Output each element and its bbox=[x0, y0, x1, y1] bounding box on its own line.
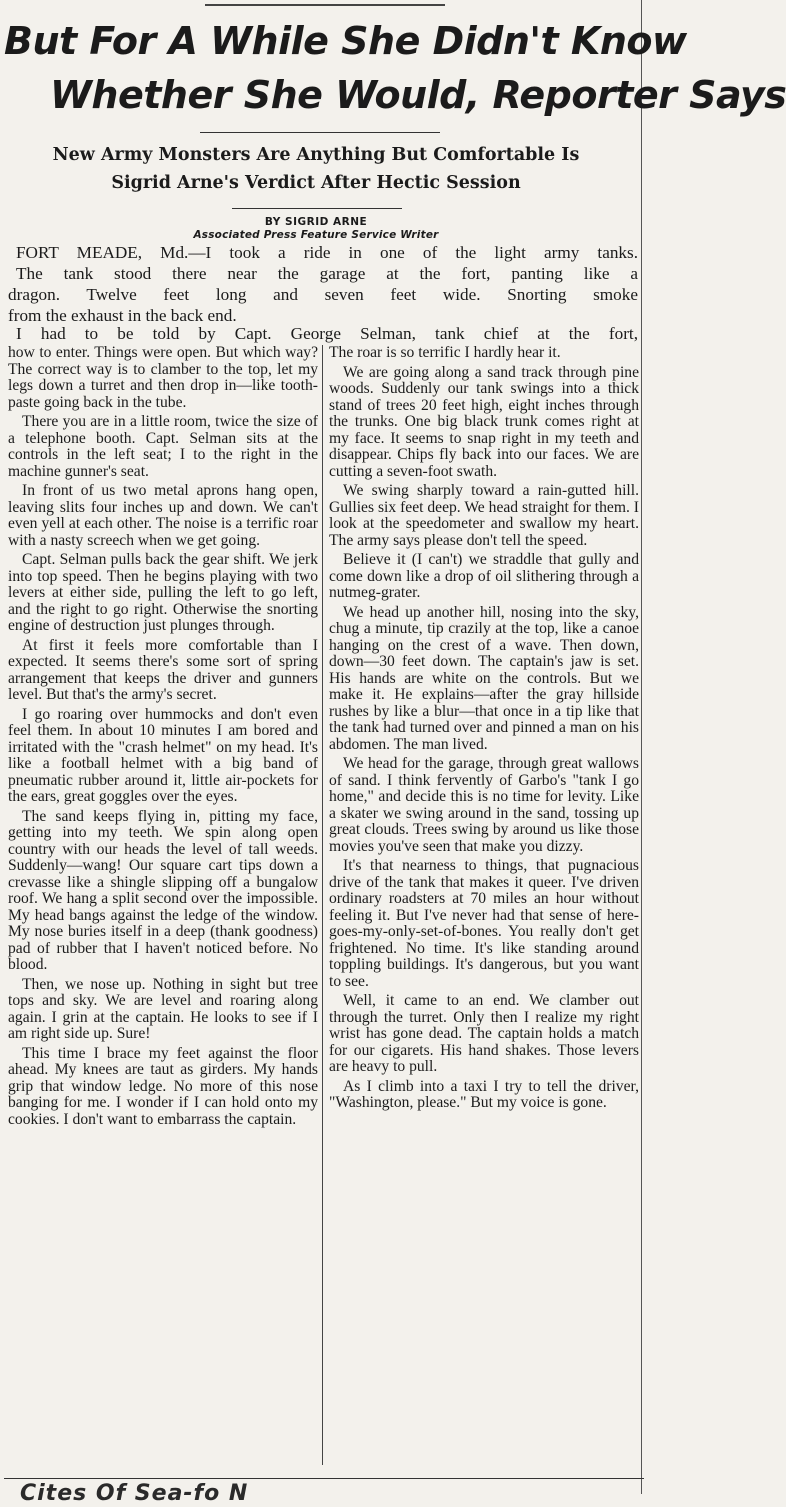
lead-paragraph-1: FORT MEADE, Md.—I took a ride in one of the light army tanks. bbox=[16, 243, 638, 262]
left-column bbox=[8, 345, 318, 1131]
left-paragraph: In front of us two metal aprons hang open, leaving slits four inches up and down. We can't even yell at each other. The noise is a terrific roar with a nasty screech when we get going. bbox=[8, 482, 318, 549]
subhead-line-2: Sigrid Arne's Verdict After Hectic Session bbox=[111, 173, 521, 193]
headline-divider bbox=[200, 132, 440, 133]
right-paragraph: Well, it came to an end. We clamber out through the turret. Only then I realize my right wrist has gone dead. The captain holds a match for our cigarets. His hand shakes. Those levers are heavy to pull. bbox=[329, 992, 639, 1075]
right-paragraph: We are going along a sand track through pine woods. Suddenly our tank swings into a thick stand of trees 20 feet high, eight inches through the trunks. One big black trunk comes right at my face. It seems to snap right in my teeth and disappear. Chips fly back into our faces. We are cutting a seven-foot swath. bbox=[329, 363, 639, 480]
left-paragraph: how to enter. Things were open. But which way? The correct way is to clamber to the top, let my legs down a turret and then drop in—like tooth-paste going back in the tube. bbox=[8, 344, 318, 411]
lead-paragraph-2-line-2: dragon. Twelve feet long and seven feet wide. Snorting smoke bbox=[8, 285, 638, 304]
byline-affiliation: Associated Press Feature Service Writer bbox=[193, 229, 439, 241]
column-rule-right bbox=[641, 0, 642, 1494]
left-paragraph: There you are in a little room, twice the size of a telephone booth. Capt. Selman sits at the controls in the left seat; I to the right in the machine gunner's seat. bbox=[8, 413, 318, 480]
lead-paragraph-2-line-3: from the exhaust in the back end. bbox=[8, 306, 237, 325]
headline-line-1: But For A While She Didn't Know bbox=[4, 19, 687, 63]
left-paragraph: This time I brace my feet against the floor ahead. My knees are taut as girders. My hands grip that window ledge. No more of this nose banging for me. I wonder if I can hold onto my cookies. I don't want to embarrass the captain. bbox=[8, 1044, 318, 1128]
right-paragraph: We head up another hill, nosing into the sky, chug a minute, tip crazily at the top, like a canoe hanging on the crest of a wave. Then down, down—30 feet down. The captain's jaw is set. His hands are white on the controls. But we make it. He explains—after the gray hillside rushes by like a blur—that once in a tip like that the tank had turned over and pinned a man on his abdomen. The man lived. bbox=[329, 603, 639, 753]
bottom-rule bbox=[4, 1478, 644, 1479]
right-paragraph: The roar is so terrific I hardly hear it. bbox=[329, 344, 561, 361]
lead-paragraph-2-line-1: The tank stood there near the garage at the fort, panting like a bbox=[16, 264, 638, 283]
right-paragraph: As I climb into a taxi I try to tell the driver, "Washington, please." But my voice is gone. bbox=[329, 1077, 639, 1111]
left-paragraph: Capt. Selman pulls back the gear shift. We jerk into top speed. Then he begins playing with two levers at either side, pulling the left to go left, and the right to go right. Otherwise the snorting engine of destruction just plunges through. bbox=[8, 551, 318, 634]
next-headline-fragment: Cites Of Sea-fo N bbox=[20, 1481, 249, 1506]
left-paragraph: Then, we nose up. Nothing in sight but tree tops and sky. We are level and roaring along again. I grin at the captain. He looks to see if I am right side up. Sure! bbox=[8, 975, 318, 1042]
right-paragraph: We head for the garage, through great wallows of sand. I think fervently of Garbo's "tank I go home," and decide this is no time for levity. Like a skater we swing around in the sand, tossing up great clouds. Trees swing by around us like those movies you've seen that make you dizzy. bbox=[329, 755, 639, 855]
top-rule bbox=[205, 4, 445, 6]
right-column bbox=[329, 345, 639, 1115]
subhead-line-1: New Army Monsters Are Anything But Comfortable Is bbox=[52, 145, 580, 165]
left-paragraph: I go roaring over hummocks and don't even feel them. In about 10 minutes I am bored and irritated with the "crash helmet" on my head. It's like a football helmet with a big band of pneumatic rubber around it, little air-pockets for the ears, great goggles over the eyes. bbox=[8, 705, 318, 805]
right-paragraph: Believe it (I can't) we straddle that gully and come down like a drop of oil slithering through a nutmeg-grater. bbox=[329, 551, 639, 601]
right-paragraph: It's that nearness to things, that pugnacious drive of the tank that makes it queer. I've driven ordinary roadsters at 70 miles an hour without feeling it. But I've never had that sense of here-goes-my-only-set-of-bones. You really don't get frightened. No time. It's like standing around toppling buildings. It's dangerous, but you want to see. bbox=[329, 857, 639, 990]
column-divider bbox=[322, 345, 323, 1465]
left-paragraph: At first it feels more comfortable than I expected. It seems there's some sort of spring arrangement that keeps the driver and gunners level. But that's the army's secret. bbox=[8, 636, 318, 703]
right-paragraph: We swing sharply toward a rain-gutted hill. Gullies six feet deep. We head straight for them. I look at the speedometer and swallow my heart. The army says please don't tell the speed. bbox=[329, 482, 639, 549]
left-paragraph: The sand keeps flying in, pitting my face, getting into my teeth. We spin along open country with our heads the level of tall weeds. Suddenly—wang! Our square cart tips down a crevasse like a shingle slipping off a bungalow roof. We hang a split second over the impossible. My head bangs against the ledge of the window. My nose buries itself in a deep (thank goodness) pad of rubber that I haven't noticed before. No blood. bbox=[8, 807, 318, 973]
byline-divider bbox=[232, 208, 402, 209]
headline-line-2: Whether She Would, Reporter Says bbox=[50, 73, 786, 117]
byline-author: BY SIGRID ARNE bbox=[264, 216, 368, 228]
lead-paragraph-3: I had to be told by Capt. George Selman, tank chief at the fort, bbox=[16, 324, 638, 343]
